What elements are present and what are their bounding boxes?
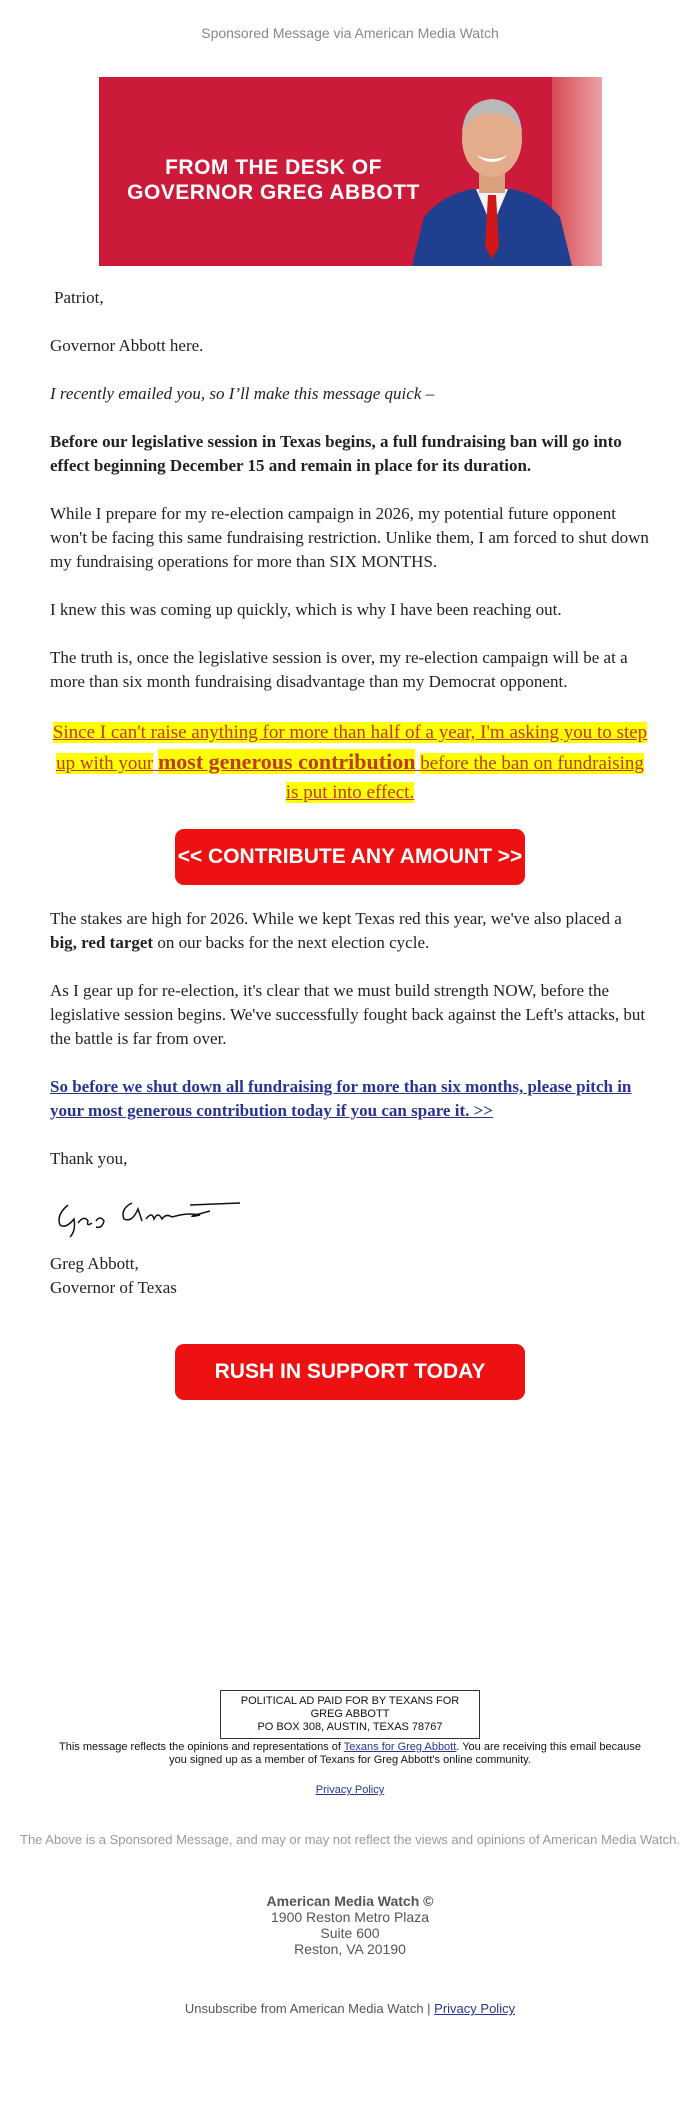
bold-paragraph: Before our legislative session in Texas begins, a full fundraising ban will go into effect beginning December 15 and remain in place for its duration. [50,432,622,475]
paid-line-1: POLITICAL AD PAID FOR BY TEXANS FOR [240,1695,460,1707]
paid-line-2: GREG ABBOTT [310,1708,390,1720]
signature-name: Greg Abbott, [50,1254,139,1273]
highlight-appeal[interactable] [50,718,650,807]
texans-link[interactable]: Texans for Greg Abbott [343,1741,457,1753]
banner-title [114,155,434,205]
address-line-3: Reston, VA 20190 [294,1941,406,1957]
paragraph-disadvantage: The truth is, once the legislative session is over, my re-election campaign will be at a more than six month fundraising disadvantage than my Democrat opponent. [50,648,628,691]
legal-text-b: . You are receiving this email because you signed up as a member of Texans for Greg Abbott's online community. [169,1741,641,1766]
paragraph-restriction: While I prepare for my re-election campaign in 2026, my potential future opponent won't be facing this same fundraising restriction. Unlike them, I am forced to shut down my fundraising operations for more than SIX MONTHS. [50,504,649,571]
rush-support-button[interactable]: RUSH IN SUPPORT TODAY [175,1344,525,1400]
salutation: Patriot, [54,288,104,307]
banner-line-1: FROM THE DESK OF [165,156,382,179]
paid-for-box [220,1690,480,1739]
contribution-link[interactable]: So before we shut down all fundraising for more than six months, please pitch in your most generous contribution today if you can spare it. >> [50,1077,632,1120]
email-body [0,286,700,1400]
italic-line: I recently emailed you, so I’ll make this message quick – [50,384,435,403]
company-name: American Media Watch © [266,1893,434,1909]
privacy-policy-link-2[interactable]: Privacy Policy [434,2001,516,2016]
address-line-2: Suite 600 [320,1925,380,1941]
signature-block [50,1252,650,1300]
sponsor-disclaimer: The Above is a Sponsored Message, and may or may not reflect the views and opinions of American Media Watch. [20,1832,680,1847]
thanks-line: Thank you, [50,1149,128,1168]
highlight-strong[interactable]: most generous contribution [157,749,416,774]
stakes-text-a: The stakes are high for 2026. While we kept Texas red this year, we've also placed a [50,909,622,928]
paid-line-3: PO BOX 308, AUSTIN, TEXAS 78767 [257,1721,443,1733]
contribution-link-paragraph [50,1075,650,1123]
stakes-bold: big, red target [50,933,154,952]
legal-text-a: This message reflects the opinions and representations of [59,1741,341,1753]
highlight-text-2[interactable]: before the ban on fundraising is put into effect. [285,753,644,803]
address-line-1: 1900 Reston Metro Plaza [271,1909,429,1925]
highlight-text-1[interactable]: Since I can't raise anything for more than half of a year, I'm asking you to step up with your [52,722,648,774]
intro-line: Governor Abbott here. [50,336,204,355]
governor-portrait [402,77,582,266]
banner-line-2: GOVERNOR GREG ABBOTT [127,181,420,204]
privacy-policy-link[interactable]: Privacy Policy [315,1784,385,1796]
signature-image [50,1185,250,1241]
legal-notice [0,1741,700,1767]
paragraph-strength: As I gear up for re-election, it's clear that we must build strength NOW, before the legislative session begins. We've successfully fought back against the Left's attacks, but the battle is far from over. [50,981,646,1048]
unsubscribe-row [0,2001,700,2016]
contribute-button[interactable]: << CONTRIBUTE ANY AMOUNT >> [175,829,525,885]
separator: | [423,2001,435,2016]
header-banner [99,77,602,266]
signature-title: Governor of Texas [50,1278,177,1297]
footer [0,1690,700,2016]
paragraph-reaching-out: I knew this was coming up quickly, which is why I have been reaching out. [50,600,562,619]
sponsor-line: Sponsored Message via American Media Watch [201,25,499,41]
company-address [0,1893,700,1957]
paragraph-stakes [50,907,650,955]
unsubscribe-text[interactable]: Unsubscribe from American Media Watch [184,2001,424,2016]
stakes-text-b: on our backs for the next election cycle. [157,933,430,952]
privacy-row [0,1784,700,1796]
